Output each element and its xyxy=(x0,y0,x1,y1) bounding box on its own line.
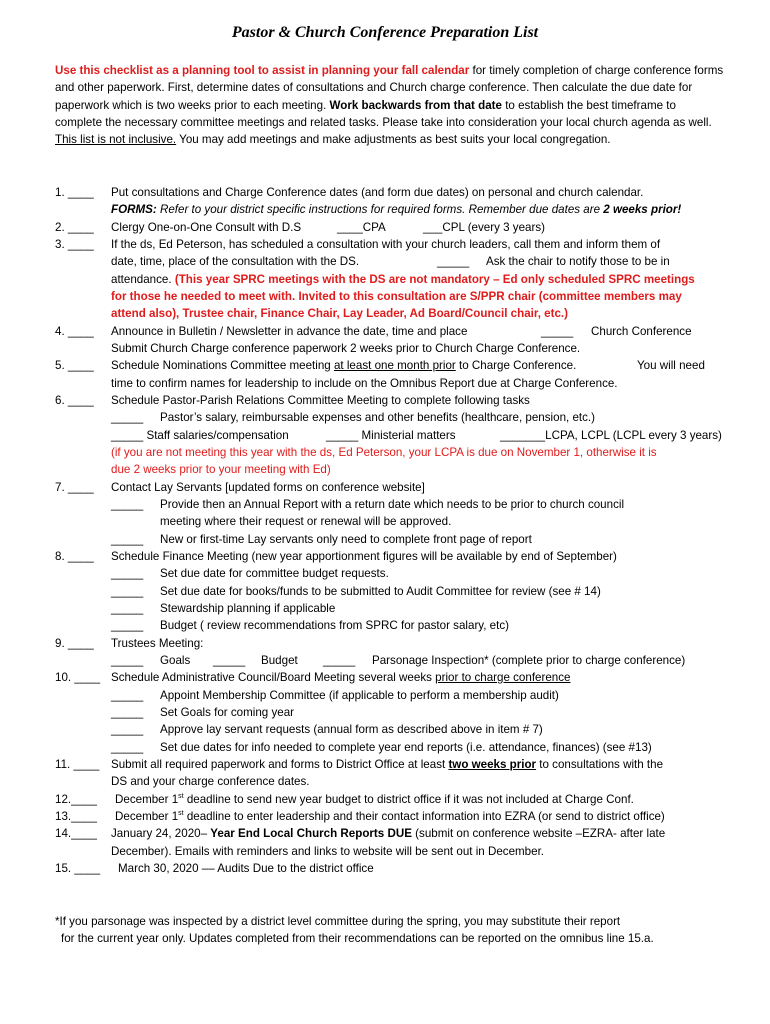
list-item xyxy=(0,548,770,565)
list-item-line xyxy=(0,444,770,461)
item-text: Submit Church Charge conference paperwork 2 weeks prior to Church Charge Conference. xyxy=(111,342,581,355)
item-text: If the ds, Ed Peterson, has scheduled a consultation with your church leaders, call them and inform them of xyxy=(111,238,661,251)
list-item-line xyxy=(0,496,770,513)
item-number: 6. ____ xyxy=(55,394,94,407)
list-item-line xyxy=(0,565,770,582)
intro-paragraph xyxy=(55,62,725,148)
item-text: Provide then an Annual Report with a return date which needs to be prior to church council xyxy=(160,498,625,511)
check-blank: _____ xyxy=(213,654,246,667)
list-item-line xyxy=(0,583,770,600)
item-number: 2. ____ xyxy=(55,220,94,234)
list-item-line xyxy=(0,271,770,288)
list-item-line xyxy=(0,288,770,305)
intro-underlined: This list is not inclusive. xyxy=(55,133,177,147)
item-text: time to confirm names for leadership to include on the Omnibus Report due at Charge Conference. xyxy=(111,376,618,390)
check-blank: _____ xyxy=(111,723,144,736)
item-text: Announce in Bulletin / Newsletter in advance the date, time and place xyxy=(111,324,468,338)
footnote xyxy=(55,913,745,948)
list-item-line xyxy=(0,652,770,669)
item-text: Set due date for committee budget requests. xyxy=(160,567,389,580)
check-blank: _____ xyxy=(111,498,144,511)
list-item xyxy=(0,825,770,842)
item-text: to Charge Conference. xyxy=(455,359,577,372)
item-underlined: prior to charge conference xyxy=(435,671,571,684)
item-text: Church Conference xyxy=(591,324,692,338)
item-text: December 1 xyxy=(115,792,179,806)
intro-text-2: to establish the best timeframe to complete the necessary committee meetings and related tasks. Please take into consideration your local church agenda as well. xyxy=(55,98,712,129)
item-emphasis: 2 weeks prior! xyxy=(603,203,682,216)
item-text: deadline to send new year budget to district office if it was not included at Charge Conf. xyxy=(183,792,634,806)
list-item xyxy=(0,479,770,496)
list-item-line xyxy=(0,843,770,860)
item-text: Trustees Meeting: xyxy=(111,636,204,650)
item-text: December). Emails with reminders and links to website will be sent out in December. xyxy=(111,844,545,858)
list-item-line xyxy=(0,201,770,218)
item-text: You will need xyxy=(637,359,705,372)
item-number: 4. ____ xyxy=(55,324,94,338)
item-text: Contact Lay Servants [updated forms on conference website] xyxy=(111,480,425,494)
cpa-blank: ____CPA xyxy=(337,220,386,234)
red-note: (This year SPRC meetings with the DS are not mandatory – Ed only scheduled SPRC meetings xyxy=(174,272,695,286)
item-text: Put consultations and Charge Conference dates (and form due dates) on personal and church calendar. xyxy=(111,186,644,199)
list-item-line xyxy=(0,340,770,357)
item-number: 5. ____ xyxy=(55,359,94,372)
list-item-line xyxy=(0,773,770,790)
list-item-line xyxy=(0,617,770,634)
list-item-line xyxy=(0,739,770,756)
footnote-line: *If you parsonage was inspected by a district level committee during the spring, you may substitute their report xyxy=(55,915,621,928)
item-text: Pastor’s salary, reimbursable expenses and other benefits (healthcare, pension, etc.) xyxy=(160,411,596,424)
item-text: Stewardship planning if applicable xyxy=(160,602,336,615)
check-blank: _____ xyxy=(111,602,144,615)
list-item xyxy=(0,669,770,686)
check-blank: _____ xyxy=(111,619,144,632)
item-text: to consultations with the xyxy=(536,758,664,771)
item-text: Set due dates for info needed to complete year end reports (i.e. attendance, finances) (see #13) xyxy=(160,740,652,754)
item-number: 1. ____ xyxy=(55,186,94,199)
list-item-line xyxy=(0,704,770,721)
item-text: Budget xyxy=(261,654,298,667)
item-text: Schedule Finance Meeting (new year apportionment figures will be available by end of September) xyxy=(111,550,617,563)
item-number: 15. ____ xyxy=(55,862,101,875)
item-text: Clergy One-on-One Consult with D.S xyxy=(111,220,302,234)
item-text: Refer to your district specific instructions for required forms. Remember due dates are xyxy=(156,203,604,216)
intro-text-1: for timely completion of charge conference forms and other paperwork. First, determine dates of consultations and Church charge conference. Then calculate the due date for paperwork which is two weeks prior to each meeting. xyxy=(55,64,724,112)
intro-red-lead: Use this checklist as a planning tool to assist in planning your fall calendar xyxy=(55,64,470,77)
check-blank: _____ xyxy=(111,584,144,598)
item-text: Appoint Membership Committee (if applicable to perform a membership audit) xyxy=(160,688,559,702)
red-note: attend also), Trustee chair, Finance Chair, Lay Leader, Ad Board/Council chair, etc.) xyxy=(111,307,569,320)
item-number: 11. ____ xyxy=(55,758,100,771)
item-text: Budget ( review recommendations from SPRC for pastor salary, etc) xyxy=(160,619,510,632)
item-text: Schedule Administrative Council/Board Meeting several weeks xyxy=(111,671,436,684)
item-text: New or first-time Lay servants only need to complete front page of report xyxy=(160,532,532,546)
item-text: deadline to enter leadership and their contact information into EZRA (or send to district office) xyxy=(183,810,665,823)
cpl-blank: ___CPL (every 3 years) xyxy=(423,220,546,234)
item-underlined: two weeks prior xyxy=(448,758,537,771)
intro-bold: Work backwards from that date xyxy=(329,98,502,112)
footnote-line: for the current year only. Updates completed from their recommendations can be reported on the omnibus line 15.a. xyxy=(61,932,654,946)
item-text: _____ Staff salaries/compensation xyxy=(111,428,289,442)
item-number: 3. ____ xyxy=(55,238,94,251)
item-text: December 1 xyxy=(115,810,179,823)
item-number: 10. ____ xyxy=(55,671,101,684)
item-text: January 24, 2020– xyxy=(111,827,211,840)
check-blank: _____ xyxy=(111,740,144,754)
item-number: 9. ____ xyxy=(55,636,94,650)
forms-label: FORMS: xyxy=(111,203,157,216)
list-item-line xyxy=(0,600,770,617)
red-note: for those he needed to meet with. Invited to this consultation are S/PPR chair (committee members may xyxy=(111,290,682,303)
item-text: Approve lay servant requests (annual form as described above in item # 7) xyxy=(160,723,543,736)
list-item-line xyxy=(0,253,770,270)
check-blank: _____ xyxy=(111,567,144,580)
list-item xyxy=(0,219,770,236)
list-item xyxy=(0,357,770,374)
item-text: Ask the chair to notify those to be in xyxy=(486,255,670,268)
list-item-line xyxy=(0,531,770,548)
ordinal-suffix: st xyxy=(178,810,184,818)
list-item xyxy=(0,808,770,825)
item-text: Schedule Pastor-Parish Relations Committee Meeting to complete following tasks xyxy=(111,394,530,407)
item-text: Schedule Nominations Committee meeting xyxy=(111,359,334,372)
item-text: Parsonage Inspection* (complete prior to charge conference) xyxy=(372,654,686,667)
item-text: Set Goals for coming year xyxy=(160,706,295,719)
item-number: 7. ____ xyxy=(55,480,94,494)
list-item-line xyxy=(0,305,770,322)
item-number: 8. ____ xyxy=(55,550,94,563)
list-item-line xyxy=(0,375,770,392)
check-blank: _____ xyxy=(111,688,144,702)
list-item xyxy=(0,791,770,808)
item-emphasis: Year End Local Church Reports DUE xyxy=(210,827,412,840)
list-item-line xyxy=(0,409,770,426)
check-blank: _____ xyxy=(111,532,144,546)
item-text: Goals xyxy=(160,654,191,667)
item-text: Submit all required paperwork and forms to District Office at least xyxy=(111,758,449,771)
list-item xyxy=(0,184,770,201)
item-text: Set due date for books/funds to be submitted to Audit Committee for review (see # 14) xyxy=(160,584,601,598)
ordinal-suffix: st xyxy=(178,792,184,800)
check-blank: _____ xyxy=(323,654,356,667)
intro-text-3: You may add meetings and make adjustments as best suits your local congregation. xyxy=(176,133,611,147)
list-item-line xyxy=(0,687,770,704)
list-item xyxy=(0,236,770,253)
item-text: _______LCPA, LCPL (LCPL every 3 years) xyxy=(500,428,722,442)
item-number: 14.____ xyxy=(55,827,97,840)
item-text: attendance. xyxy=(111,272,175,286)
check-blank: _____ xyxy=(541,324,574,338)
list-item xyxy=(0,392,770,409)
item-text: meeting where their request or renewal will be approved. xyxy=(160,515,452,528)
item-underlined: at least one month prior xyxy=(333,359,456,372)
red-note: (if you are not meeting this year with the ds, Ed Peterson, your LCPA is due on November 1, otherwise it is xyxy=(111,446,657,459)
list-item xyxy=(0,323,770,340)
item-text: DS and your charge conference dates. xyxy=(111,775,310,788)
list-item-line xyxy=(0,461,770,478)
check-blank: _____ xyxy=(111,411,144,424)
page-title: Pastor & Church Conference Preparation List xyxy=(231,24,539,41)
item-number: 13.____ xyxy=(55,810,97,823)
item-text: March 30, 2020 –– Audits Due to the district office xyxy=(118,862,374,875)
list-item xyxy=(0,756,770,773)
check-blank: _____ xyxy=(111,654,144,667)
list-item xyxy=(0,860,770,877)
list-item-line xyxy=(0,427,770,444)
list-item xyxy=(0,635,770,652)
list-item-line xyxy=(0,721,770,738)
list-item-line xyxy=(0,513,770,530)
red-note: due 2 weeks prior to your meeting with Ed) xyxy=(111,463,331,476)
check-blank: _____ xyxy=(111,706,144,719)
check-blank: _____ xyxy=(437,255,470,268)
item-text: _____ Ministerial matters xyxy=(326,428,456,442)
item-text: date, time, place of the consultation with the DS. xyxy=(111,255,360,268)
item-text: (submit on conference website –EZRA- after late xyxy=(411,827,666,840)
item-number: 12.____ xyxy=(55,792,97,806)
